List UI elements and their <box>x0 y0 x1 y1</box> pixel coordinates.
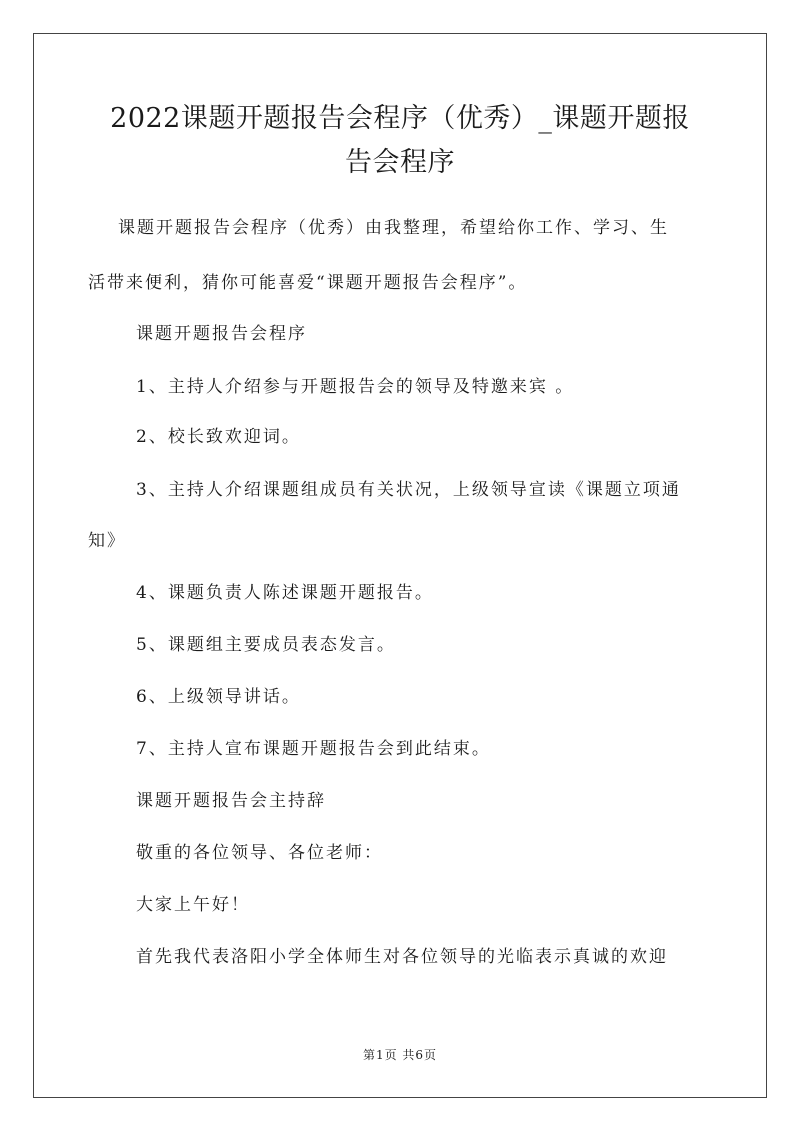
speech-greeting: 敬重的各位领导、各位老师： <box>136 843 383 863</box>
page-footer: 第1页 共6页 <box>362 1048 438 1062</box>
procedure-step-7: 7、主持人宣布课题开题报告会到此结束。 <box>136 739 491 759</box>
document-title <box>60 97 740 185</box>
intro-line-2: 活带来便利，猜你可能喜爱“课题开题报告会程序”。 <box>88 273 528 293</box>
procedure-step-1: 1、主持人介绍参与开题报告会的领导及特邀来宾 。 <box>136 377 575 397</box>
procedure-step-3-cont: 知》 <box>88 531 126 551</box>
procedure-step-3: 3、主持人介绍课题组成员有关状况，上级领导宣读《课题立项通 <box>136 480 681 500</box>
procedure-step-6: 6、上级领导讲话。 <box>136 687 301 707</box>
procedure-heading: 课题开题报告会程序 <box>136 324 307 344</box>
intro-line-1: 课题开题报告会程序（优秀）由我整理，希望给你工作、学习、生 <box>118 218 669 238</box>
procedure-step-2: 2、校长致欢迎词。 <box>136 427 301 447</box>
speech-salutation: 大家上午好！ <box>136 895 250 915</box>
procedure-step-4: 4、课题负责人陈述课题开题报告。 <box>136 583 434 603</box>
speech-line-1: 首先我代表洛阳小学全体师生对各位领导的光临表示真诚的欢迎 <box>136 947 668 967</box>
title-line-1: 2022课题开题报告会程序（优秀）_课题开题报 <box>110 103 690 134</box>
speech-heading: 课题开题报告会主持辞 <box>136 791 326 811</box>
title-line-2: 告会程序 <box>345 147 455 178</box>
procedure-step-5: 5、课题组主要成员表态发言。 <box>136 635 396 655</box>
